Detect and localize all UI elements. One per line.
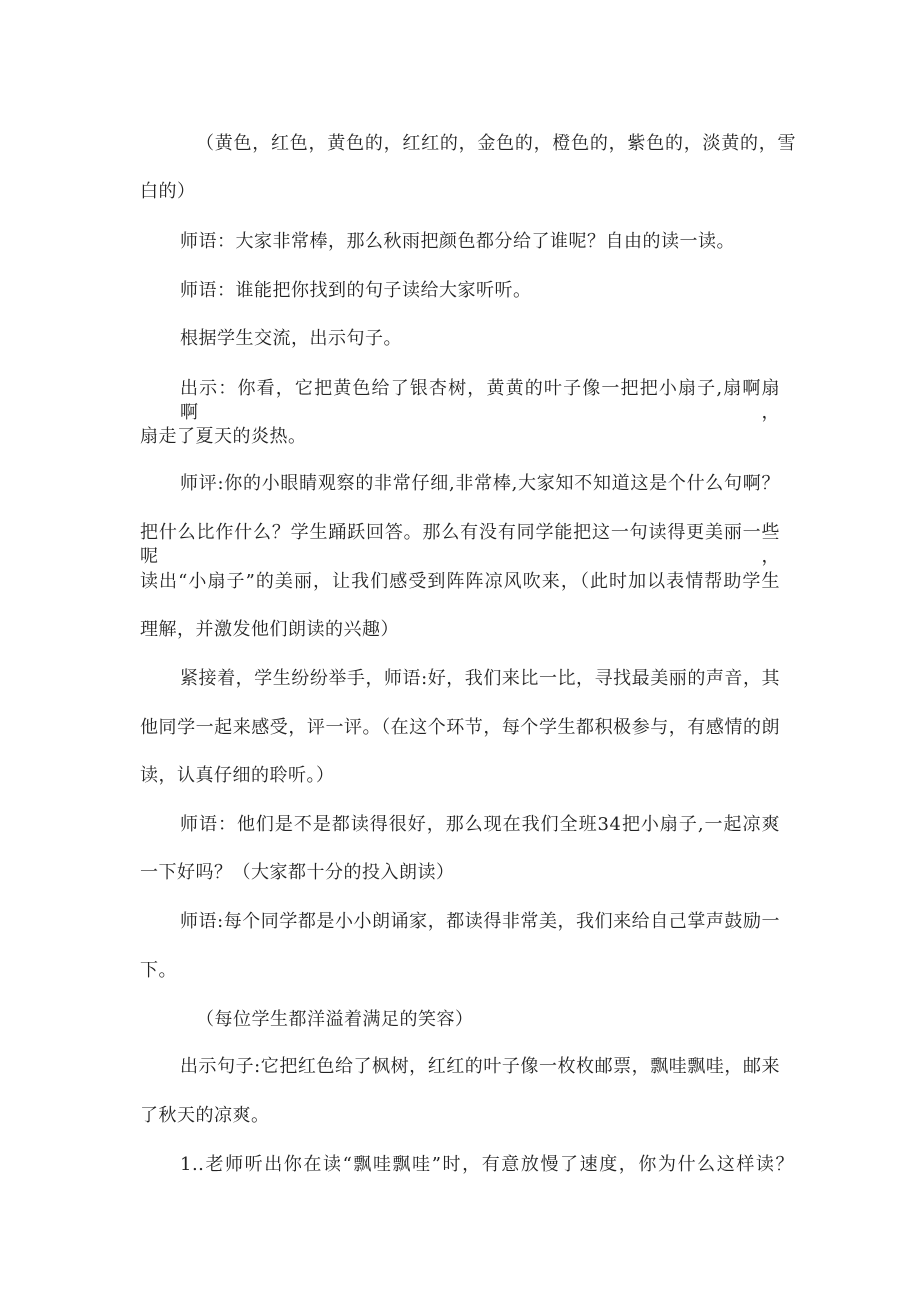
text-line: 了秋天的凉爽。 (140, 1105, 270, 1126)
text-line: 师语：谁能把你找到的句子读给大家听听。 (180, 280, 532, 301)
text-line: 师语:每个同学都是小小朗诵家，都读得非常美，我们来给自己掌声鼓励一 (180, 911, 780, 932)
text-line: 他同学一起来感受，评一评。（在这个环节，每个学生都积极参与，有感情的朗 (140, 717, 780, 738)
text-line: 1..老师听出你在读“飘哇飘哇”时，有意放慢了速度，你为什么这样读？ (180, 1154, 794, 1175)
text-line: 根据学生交流，出示句子。 (180, 328, 402, 349)
text-line: 读，认真仔细的聆听。） (140, 765, 335, 786)
text-line: 师语：大家非常棒，那么秋雨把颜色都分给了谁呢？自由的读一读。 (180, 231, 735, 252)
text-line: 紧接着，学生纷纷举手，师语:好，我们来比一比，寻找最美丽的声音，其 (180, 668, 780, 689)
text-line: 师语：他们是不是都读得很好，那么现在我们全班34把小扇子,一起凉爽 (180, 814, 780, 835)
text-line: （每位学生都洋溢着满足的笑容） (196, 1009, 474, 1030)
text-line: 下。 (140, 960, 177, 981)
text-line: 理解，并激发他们朗读的兴趣） (140, 619, 399, 640)
text-line: （黄色，红色，黄色的，红红的，金色的，橙色的，紫色的，淡黄的，雪 (196, 133, 796, 154)
text-line: 出示：你看，它把黄色给了银杏树，黄黄的叶子像一把把小扇子,扇啊扇啊， (180, 378, 780, 423)
text-line: 把什么比作什么？学生踊跃回答。那么有没有同学能把这一句读得更美丽一些呢， (140, 522, 780, 567)
text-line: 师评:你的小眼睛观察的非常仔细,非常棒,大家知不知道这是个什么句啊？ (180, 473, 780, 494)
text-line: 扇走了夏天的炎热。 (140, 426, 307, 447)
text-line: 读出“小扇子”的美丽，让我们感受到阵阵凉风吹来，（此时加以表情帮助学生 (140, 571, 780, 592)
text-line: 白的） (140, 181, 196, 202)
text-line: 出示句子:它把红色给了枫树，红红的叶子像一枚枚邮票，飘哇飘哇，邮来 (180, 1056, 780, 1077)
text-line: 一下好吗？（大家都十分的投入朗读） (140, 862, 455, 883)
